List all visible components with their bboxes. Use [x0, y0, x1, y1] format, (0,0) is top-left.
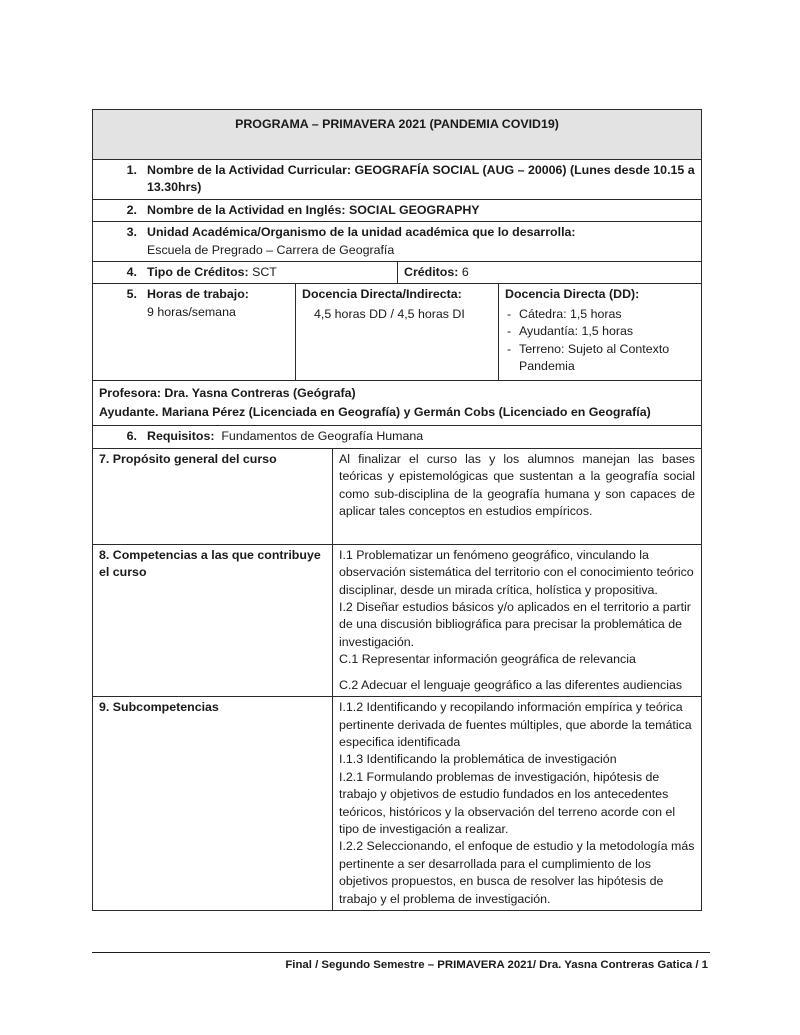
direct-teaching-item: - Terreno: Sujeto al Contexto Pandemia	[505, 341, 695, 376]
item-2-number: 2.	[126, 202, 137, 217]
course-name-english: Nombre de la Actividad en Inglés: SOCIAL GEOGRAPHY	[147, 202, 480, 217]
item-8-row	[93, 544, 702, 696]
item-1-row	[93, 160, 702, 200]
item-1-number: 1.	[126, 163, 137, 177]
direct-teaching-label: Docencia Directa (DD):	[505, 287, 640, 302]
direct-indirect-label: Docencia Directa/Indirecta:	[302, 287, 462, 302]
subcompetency-item: I.1.3 Identificando la problemática de investigación	[339, 752, 617, 767]
course-name: Nombre de la Actividad Curricular: GEOGRAFÍA SOCIAL (AUG – 20006) (Lunes desde 10.15 a 13.30hrs)	[147, 163, 695, 195]
requirements-label: Requisitos:	[147, 429, 215, 444]
direct-teaching-item: - Ayudantía: 1,5 horas	[505, 323, 695, 340]
work-hours-label: Horas de trabajo:	[147, 287, 249, 302]
credits-label: Créditos:	[404, 265, 459, 280]
subcompetency-item: I.2.1 Formulando problemas de investigación, hipótesis de trabajo y objetivos de estudio fundados en los antecedentes teóricos, históricos y la observación del terreno acorde con el tipo de investigación a realizar.	[339, 769, 676, 836]
subcompetency-item: I.2.2 Seleccionando, el enfoque de estudio y la metodología más pertinente a ser desarrollada para el cumplimiento de los objetivos propuestos, en busca de resolver las hipótesis de trabajo y el problema de investigación.	[339, 839, 695, 906]
competencies-label: 8. Competencias a las que contribuye el curso	[93, 544, 333, 696]
competency-item: C.2 Adecuar el lenguaje geográfico a las diferentes audiencias	[339, 677, 683, 692]
item-5-number: 5.	[126, 287, 137, 302]
academic-unit-label: Unidad Académica/Organismo de la unidad académica que lo desarrolla:	[147, 225, 576, 240]
footer-divider	[92, 952, 710, 953]
item-9-row	[93, 697, 702, 911]
purpose-value: Al finalizar el curso las y los alumnos manejan las bases teóricas y epistemológicas que sustentan a la geografía social como sub-disciplina de la geografía humana y son capaces de aplicar tales conceptos en estudios empíricos.	[333, 448, 702, 544]
item-4-row	[93, 262, 702, 284]
purpose-label: 7. Propósito general del curso	[93, 448, 333, 544]
item-3-row	[93, 222, 702, 262]
item-6-number: 6.	[126, 429, 137, 444]
item-2-row	[93, 199, 702, 221]
credit-type-value: SCT	[248, 265, 277, 280]
direct-teaching-list	[505, 306, 695, 376]
item-6-row	[93, 426, 702, 448]
requirements-value: Fundamentos de Geografía Humana	[214, 429, 424, 444]
academic-unit-value: Escuela de Pregrado – Carrera de Geografía	[147, 242, 395, 257]
credit-type-label: Tipo de Créditos:	[147, 265, 249, 280]
subcompetencies-label: 9. Subcompetencias	[93, 697, 333, 911]
direct-teaching-item: - Cátedra: 1,5 horas	[505, 306, 695, 323]
work-hours-value: 9 horas/semana	[147, 304, 236, 319]
item-7-row	[93, 448, 702, 544]
item-5-row	[93, 284, 702, 381]
staff-row	[93, 381, 702, 426]
competency-item: I.2 Diseñar estudios básicos y/o aplicados en el territorio a partir de una discusión bibliográfica para precisar la problemática de investigación.	[339, 600, 691, 649]
syllabus-table	[92, 109, 702, 911]
item-4-number: 4.	[126, 265, 137, 280]
competency-item: I.1 Problematizar un fenómeno geográfico, vinculando la observación sistemática del territorio con el conocimiento teórico disciplinar, desde un mirada crítica, holística y propositiva.	[339, 547, 694, 597]
item-3-number: 3.	[126, 225, 137, 240]
title-row	[93, 110, 702, 160]
subcompetency-item: I.1.2 Identificando y recopilando información empírica y teórica pertinente derivada de fuentes múltiples, que aborde la temática especifica identificada	[339, 700, 692, 749]
teaching-assistants: Ayudante. Mariana Pérez (Licenciada en Geografía) y Germán Cobs (Licenciado en Geografía)	[99, 405, 651, 420]
credits-value: 6	[458, 265, 469, 280]
page-footer: Final / Segundo Semestre – PRIMAVERA 2021/ Dra. Yasna Contreras Gatica / 1	[285, 959, 708, 971]
program-title: PROGRAMA – PRIMAVERA 2021 (PANDEMIA COVID19)	[93, 110, 702, 160]
competency-item: C.1 Representar información geográfica de relevancia	[339, 652, 636, 667]
professor: Profesora: Dra. Yasna Contreras (Geógrafa)	[99, 386, 356, 401]
direct-indirect-value: 4,5 horas DD / 4,5 horas DI	[314, 306, 465, 321]
